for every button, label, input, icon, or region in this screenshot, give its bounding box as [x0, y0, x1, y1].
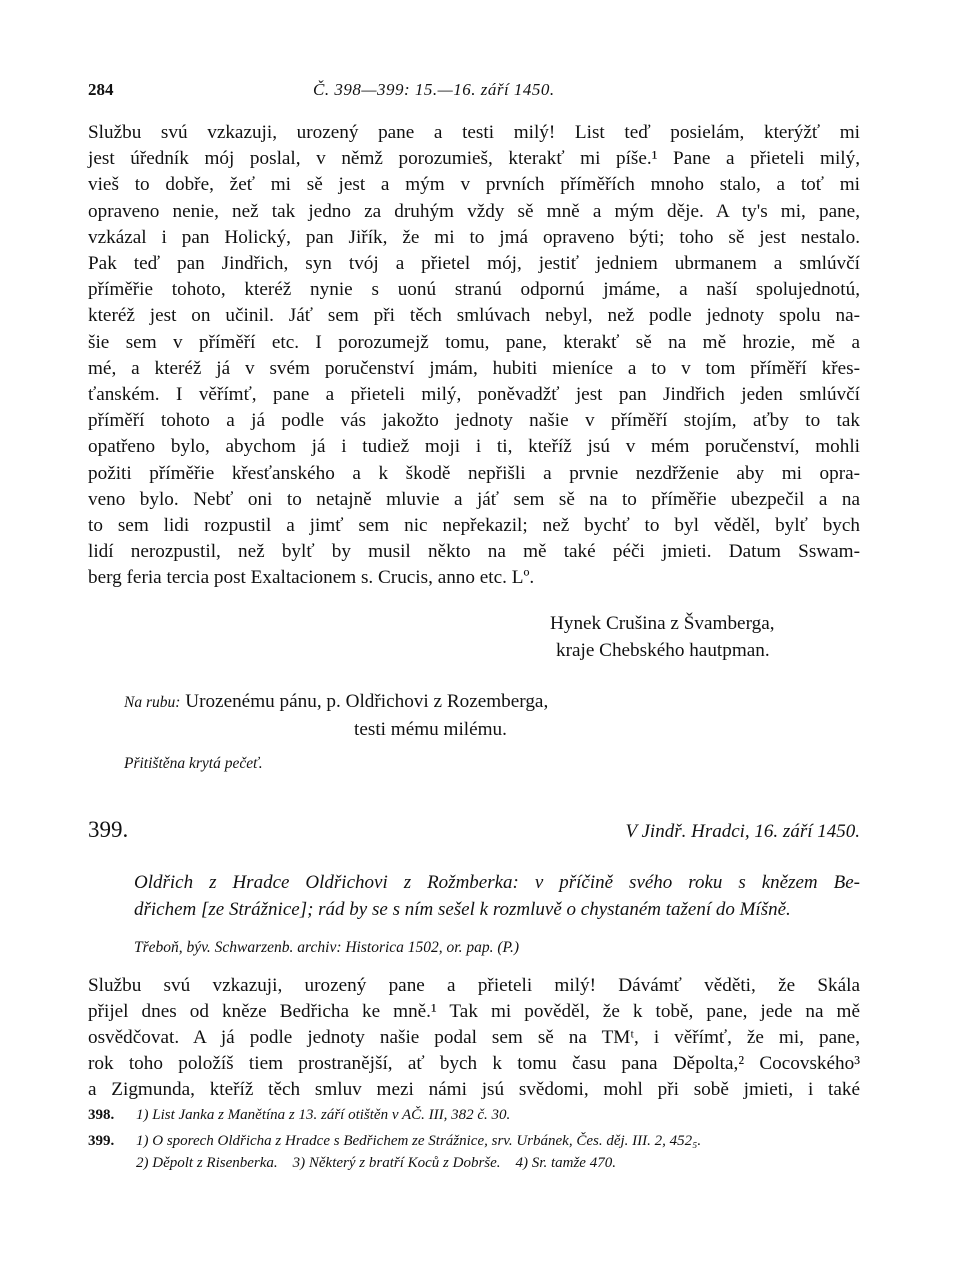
signature — [550, 610, 860, 664]
footnote — [88, 1152, 860, 1174]
text-line: mé, a kteréž já v svém poručenství jmám, hubiti mieníce a to v tom příměří křes- — [88, 357, 860, 379]
text-line: přijel dnes od kněze Bedřicha ke mně.¹ Tak mi pověděl, že k tobě, pane, jede na mě — [88, 1000, 860, 1022]
verso-label: Na rubu: — [124, 693, 181, 711]
document-398-text — [88, 120, 860, 592]
text-line: berg feria tercia post Exaltacionem s. Crucis, anno etc. Lº. — [88, 567, 535, 589]
text-line: opatřeno bylo, abychom já i tudiež moji i ti, kteříž jsú v mém poručenství, mohli — [88, 436, 860, 458]
page-number: 284 — [88, 80, 114, 99]
text-line: Službu svú vzkazuji, urozený pane a testi milý! List teď posielám, kterýžť mi — [88, 122, 860, 143]
text-line: lidí nerozpustil, než bylť by musil někto na mě také péči jmieti. Datum Sswam- — [88, 541, 860, 563]
source-note: Třeboň, býv. Schwarzenb. archiv: Historica 1502, or. pap. (P.) — [134, 938, 520, 956]
text-line: Pak teď pan Jindřich, syn tvój a přietel mój, jestiť jedniem ubrmanem a smlúvčí — [88, 253, 860, 275]
text-line: Službu svú vzkazuji, urozený pane a přieteli milý! Dávámť věděti, že Skála — [88, 974, 860, 996]
seal-note: Přitištěna krytá pečeť. — [124, 754, 263, 772]
text-line: veno bylo. Nebť oni to netajně mluvie a jáť sem sě na to příměřie ubezpečil a na — [88, 488, 860, 510]
footnote — [88, 1104, 860, 1126]
footnotes — [88, 1104, 860, 1174]
running-head — [88, 70, 860, 100]
regest — [88, 869, 860, 923]
text-line: opraveno nenie, než tak jedno za druhým vždy sě mně a mým děje. A ty's mi, pane, — [88, 200, 860, 222]
regest-line: Oldřich z Hradce Oldřichovi z Rožmberka: v příčině svého roku s knězem Be- — [134, 871, 860, 893]
regest-line: dřichem [ze Strážnice]; rád by se s ním sešel k rozmluvě o chystaném tažení do Míšně. — [134, 898, 791, 920]
signature-line: Hynek Crušina z Švamberga, — [550, 612, 775, 634]
text-line: příměřie tohoto, kteréž nynie s uonú stranú odpornú jmáme, a naší spolujednotú, — [88, 279, 860, 301]
text-line: kteréž jest on učinil. Jáť sem při těch smlúvach nebyl, než podle jednoty spolu na- — [88, 305, 860, 327]
document-399-header — [88, 817, 860, 851]
text-line: ťanském. I věřímť, pane a přieteli milý, poněvadžť jest pan Jindřich jeden smlúvčí — [88, 384, 860, 406]
signature-line: kraje Chebského hautpman. — [556, 639, 770, 661]
document-number: 399. — [88, 816, 129, 842]
text-line: vzkázal i pan Holický, pan Jiřík, že mi to jmá opraveno býti; toho sě jest nestalo. — [88, 226, 860, 248]
text-line: příměří tohoto a já podle vás jakožto jednoty našie v příměří stojím, aťby to tak — [88, 410, 860, 432]
footnote-number: 398. — [88, 1107, 115, 1123]
footnote — [88, 1130, 860, 1152]
footnote-text: 1) List Janka z Manětína z 13. září otištěn v AČ. III, 382 č. 30. — [136, 1107, 511, 1123]
footnote-text: 2) Děpolt z Risenberka. 3) Některý z bratří Koců z Dobrše. 4) Sr. tamže 470. — [136, 1155, 616, 1171]
document-date: V Jindř. Hradci, 16. září 1450. — [625, 820, 860, 842]
text-line: osvědčovat. A já podle jednoty našie podal sem sě na TMᵗ, i věřímť, že mi, pane, — [88, 1027, 860, 1049]
verso-address — [124, 688, 860, 743]
page — [88, 70, 860, 1104]
footnote-text: 1) O sporech Oldřicha z Hradce s Bedřichem ze Strážnice, srv. Urbánek, Čes. děj. III. 2, 452₅. — [136, 1133, 702, 1149]
text-line: požiti příměřie křesťanského a k škodě nepřišli a prvnie nezdřženie aby mi opra- — [88, 462, 860, 484]
footnote-number: 399. — [88, 1133, 115, 1149]
running-title: Č. 398—399: 15.—16. září 1450. — [313, 80, 555, 99]
verso-line: testi mému milému. — [354, 718, 507, 740]
text-line: a Zigmunda, kteříž těch smluv mezi námi jsú svědomi, mohl při sobě jmieti, i také — [88, 1079, 860, 1101]
text-line: vieš to dobře, žeť mi sě jest a mým v prvních příměřích mnoho stalo, a toť mi — [88, 174, 860, 196]
text-line: šie sem v příměří etc. I porozumejž tomu, pane, kterakť sě na mě hrozie, mě a — [88, 331, 860, 353]
verso-line: Urozenému pánu, p. Oldřichovi z Rozemberga, — [185, 690, 549, 712]
document-399-text — [88, 973, 860, 1104]
text-line: jest úředník mój poslal, v němž porozumieš, kterakť mi píše.¹ Pane a přieteli milý, — [88, 148, 860, 170]
text-line: rok toho položíš tiem prostranější, ať bych k tomu času pana Děpolta,² Cocovského³ — [88, 1053, 860, 1075]
text-line: to sem lidi rozpustil a jimť sem nic nepřekazil; než bychť to byl věděl, bylť bych — [88, 515, 860, 537]
